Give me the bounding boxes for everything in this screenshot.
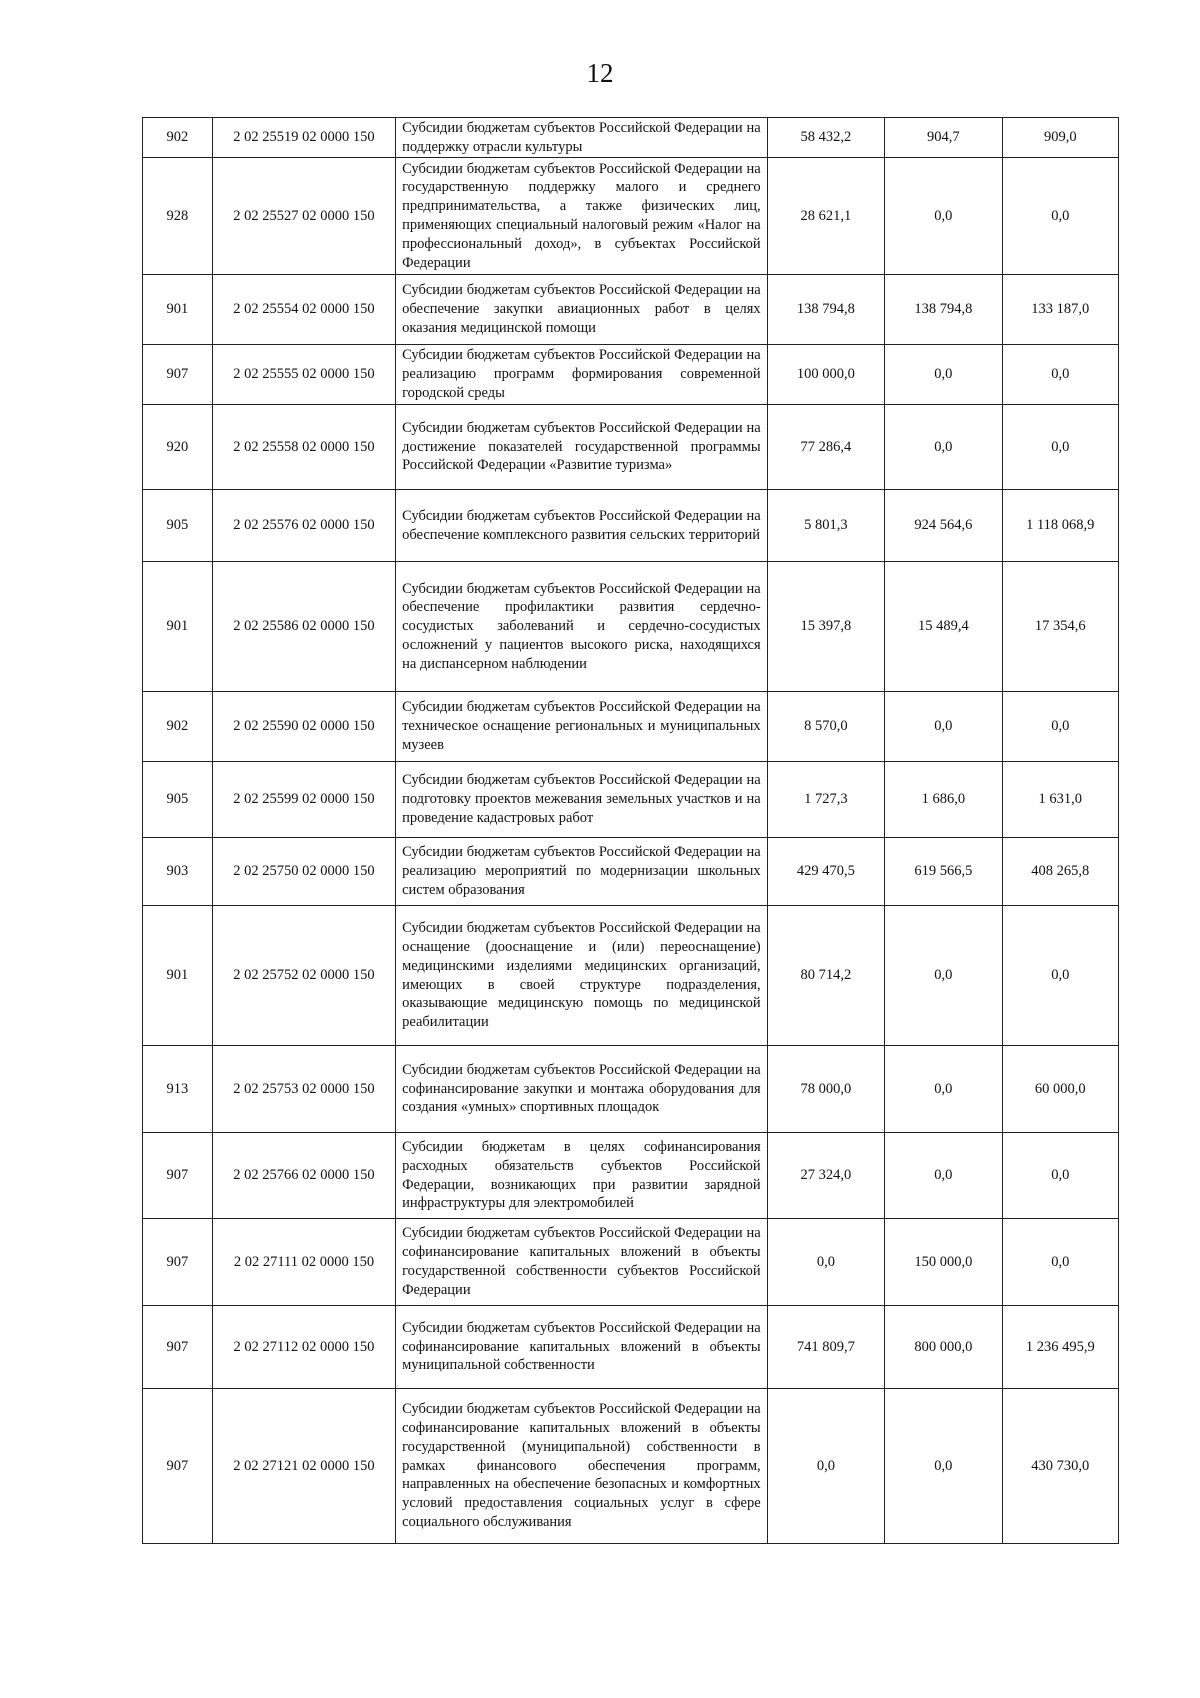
revenue-code-cell: 2 02 25590 02 0000 150	[212, 692, 395, 762]
admin-code-cell: 902	[143, 692, 213, 762]
amount-year3-cell: 408 265,8	[1002, 838, 1118, 906]
amount-year1-cell: 28 621,1	[767, 158, 884, 275]
admin-code-cell: 907	[143, 1306, 213, 1389]
amount-year1-cell: 1 727,3	[767, 762, 884, 838]
revenue-name-cell: Субсидии бюджетам субъектов Российской Федерации на техническое оснащение региональных и муниципальных музеев	[396, 692, 768, 762]
revenue-name-cell: Субсидии бюджетам субъектов Российской Федерации на софинансирование капитальных вложений в объекты муниципальной собственности	[396, 1306, 768, 1389]
revenue-name-cell: Субсидии бюджетам субъектов Российской Федерации на реализацию программ формирования современной городской среды	[396, 345, 768, 405]
amount-year1-cell: 77 286,4	[767, 405, 884, 490]
admin-code-cell: 905	[143, 490, 213, 562]
amount-year3-cell: 0,0	[1002, 1219, 1118, 1306]
amount-year2-cell: 15 489,4	[885, 562, 1002, 692]
amount-year1-cell: 741 809,7	[767, 1306, 884, 1389]
amount-year3-cell: 1 118 068,9	[1002, 490, 1118, 562]
amount-year1-cell: 8 570,0	[767, 692, 884, 762]
amount-year2-cell: 0,0	[885, 1389, 1002, 1544]
table-row	[143, 1389, 1119, 1544]
amount-year3-cell: 0,0	[1002, 692, 1118, 762]
table-row	[143, 275, 1119, 345]
revenue-code-cell: 2 02 27112 02 0000 150	[212, 1306, 395, 1389]
revenue-code-cell: 2 02 25555 02 0000 150	[212, 345, 395, 405]
table-row	[143, 762, 1119, 838]
amount-year3-cell: 0,0	[1002, 1133, 1118, 1219]
amount-year3-cell: 1 236 495,9	[1002, 1306, 1118, 1389]
table-row	[143, 1046, 1119, 1133]
revenue-code-cell: 2 02 27111 02 0000 150	[212, 1219, 395, 1306]
amount-year3-cell: 133 187,0	[1002, 275, 1118, 345]
amount-year2-cell: 904,7	[885, 118, 1002, 158]
amount-year2-cell: 0,0	[885, 1046, 1002, 1133]
revenue-name-cell: Субсидии бюджетам субъектов Российской Федерации на софинансирование капитальных вложений в объекты государственной собственности субъектов Российской Федерации	[396, 1219, 768, 1306]
amount-year3-cell: 909,0	[1002, 118, 1118, 158]
revenue-name-cell: Субсидии бюджетам субъектов Российской Федерации на обеспечение закупки авиационных работ в целях оказания медицинской помощи	[396, 275, 768, 345]
table-row	[143, 562, 1119, 692]
revenue-code-cell: 2 02 25750 02 0000 150	[212, 838, 395, 906]
admin-code-cell: 920	[143, 405, 213, 490]
amount-year3-cell: 0,0	[1002, 158, 1118, 275]
revenue-code-cell: 2 02 25753 02 0000 150	[212, 1046, 395, 1133]
revenue-code-cell: 2 02 25576 02 0000 150	[212, 490, 395, 562]
amount-year1-cell: 80 714,2	[767, 906, 884, 1046]
amount-year1-cell: 78 000,0	[767, 1046, 884, 1133]
amount-year1-cell: 0,0	[767, 1219, 884, 1306]
admin-code-cell: 901	[143, 562, 213, 692]
revenue-name-cell: Субсидии бюджетам субъектов Российской Федерации на обеспечение комплексного развития сельских территорий	[396, 490, 768, 562]
amount-year2-cell: 138 794,8	[885, 275, 1002, 345]
revenue-name-cell: Субсидии бюджетам субъектов Российской Федерации на обеспечение профилактики развития сердечно-сосудистых заболеваний и сердечно-сосудистых осложнений у пациентов высокого риска, находящихся на диспансерном наблюдении	[396, 562, 768, 692]
amount-year2-cell: 0,0	[885, 906, 1002, 1046]
revenue-code-cell: 2 02 25519 02 0000 150	[212, 118, 395, 158]
revenue-name-cell: Субсидии бюджетам субъектов Российской Федерации на поддержку отрасли культуры	[396, 118, 768, 158]
revenue-name-cell: Субсидии бюджетам субъектов Российской Федерации на оснащение (дооснащение и (или) переоснащение) медицинскими изделиями медицинских организаций, имеющих в своей структуре подразделения, оказывающие медицинскую помощь по медицинской реабилитации	[396, 906, 768, 1046]
amount-year2-cell: 0,0	[885, 1133, 1002, 1219]
admin-code-cell: 907	[143, 1133, 213, 1219]
admin-code-cell: 913	[143, 1046, 213, 1133]
amount-year2-cell: 0,0	[885, 405, 1002, 490]
page-number: 12	[586, 58, 614, 88]
amount-year1-cell: 58 432,2	[767, 118, 884, 158]
admin-code-cell: 907	[143, 345, 213, 405]
budget-table-body	[143, 118, 1119, 1544]
amount-year3-cell: 430 730,0	[1002, 1389, 1118, 1544]
amount-year2-cell: 150 000,0	[885, 1219, 1002, 1306]
table-row	[143, 838, 1119, 906]
admin-code-cell: 928	[143, 158, 213, 275]
budget-table	[142, 117, 1119, 1544]
amount-year3-cell: 17 354,6	[1002, 562, 1118, 692]
admin-code-cell: 907	[143, 1389, 213, 1544]
revenue-code-cell: 2 02 25586 02 0000 150	[212, 562, 395, 692]
table-row	[143, 345, 1119, 405]
revenue-name-cell: Субсидии бюджетам субъектов Российской Федерации на реализацию мероприятий по модернизации школьных систем образования	[396, 838, 768, 906]
amount-year2-cell: 800 000,0	[885, 1306, 1002, 1389]
amount-year1-cell: 100 000,0	[767, 345, 884, 405]
revenue-name-cell: Субсидии бюджетам субъектов Российской Федерации на достижение показателей государственной программы Российской Федерации «Развитие туризма»	[396, 405, 768, 490]
revenue-code-cell: 2 02 25752 02 0000 150	[212, 906, 395, 1046]
table-row	[143, 158, 1119, 275]
table-row	[143, 405, 1119, 490]
amount-year2-cell: 0,0	[885, 345, 1002, 405]
amount-year1-cell: 0,0	[767, 1389, 884, 1544]
amount-year1-cell: 429 470,5	[767, 838, 884, 906]
revenue-code-cell: 2 02 25599 02 0000 150	[212, 762, 395, 838]
amount-year2-cell: 0,0	[885, 692, 1002, 762]
amount-year2-cell: 0,0	[885, 158, 1002, 275]
amount-year3-cell: 0,0	[1002, 405, 1118, 490]
table-row	[143, 1306, 1119, 1389]
admin-code-cell: 902	[143, 118, 213, 158]
amount-year1-cell: 5 801,3	[767, 490, 884, 562]
amount-year3-cell: 0,0	[1002, 345, 1118, 405]
table-row	[143, 1133, 1119, 1219]
admin-code-cell: 901	[143, 906, 213, 1046]
revenue-name-cell: Субсидии бюджетам субъектов Российской Федерации на государственную поддержку малого и среднего предпринимательства, а также физических лиц, применяющих специальный налоговый режим «Налог на профессиональный доход», в субъектах Российской Федерации	[396, 158, 768, 275]
revenue-code-cell: 2 02 25558 02 0000 150	[212, 405, 395, 490]
revenue-code-cell: 2 02 27121 02 0000 150	[212, 1389, 395, 1544]
table-row	[143, 118, 1119, 158]
revenue-name-cell: Субсидии бюджетам в целях софинансирования расходных обязательств субъектов Российской Федерации, возникающих при развитии зарядной инфраструктуры для электромобилей	[396, 1133, 768, 1219]
amount-year2-cell: 619 566,5	[885, 838, 1002, 906]
admin-code-cell: 901	[143, 275, 213, 345]
revenue-code-cell: 2 02 25766 02 0000 150	[212, 1133, 395, 1219]
table-row	[143, 490, 1119, 562]
amount-year3-cell: 60 000,0	[1002, 1046, 1118, 1133]
amount-year3-cell: 0,0	[1002, 906, 1118, 1046]
revenue-code-cell: 2 02 25527 02 0000 150	[212, 158, 395, 275]
revenue-code-cell: 2 02 25554 02 0000 150	[212, 275, 395, 345]
admin-code-cell: 905	[143, 762, 213, 838]
amount-year1-cell: 27 324,0	[767, 1133, 884, 1219]
amount-year1-cell: 15 397,8	[767, 562, 884, 692]
amount-year2-cell: 1 686,0	[885, 762, 1002, 838]
amount-year3-cell: 1 631,0	[1002, 762, 1118, 838]
table-row	[143, 906, 1119, 1046]
admin-code-cell: 907	[143, 1219, 213, 1306]
admin-code-cell: 903	[143, 838, 213, 906]
table-row	[143, 692, 1119, 762]
amount-year1-cell: 138 794,8	[767, 275, 884, 345]
table-row	[143, 1219, 1119, 1306]
revenue-name-cell: Субсидии бюджетам субъектов Российской Федерации на подготовку проектов межевания земельных участков и на проведение кадастровых работ	[396, 762, 768, 838]
revenue-name-cell: Субсидии бюджетам субъектов Российской Федерации на софинансирование капитальных вложений в объекты государственной (муниципальной) собственности в рамках финансового обеспечения программ, направленных на обеспечение безопасных и комфортных условий предоставления социальных услуг в сфере социального обслуживания	[396, 1389, 768, 1544]
amount-year2-cell: 924 564,6	[885, 490, 1002, 562]
revenue-name-cell: Субсидии бюджетам субъектов Российской Федерации на софинансирование закупки и монтажа оборудования для создания «умных» спортивных площадок	[396, 1046, 768, 1133]
